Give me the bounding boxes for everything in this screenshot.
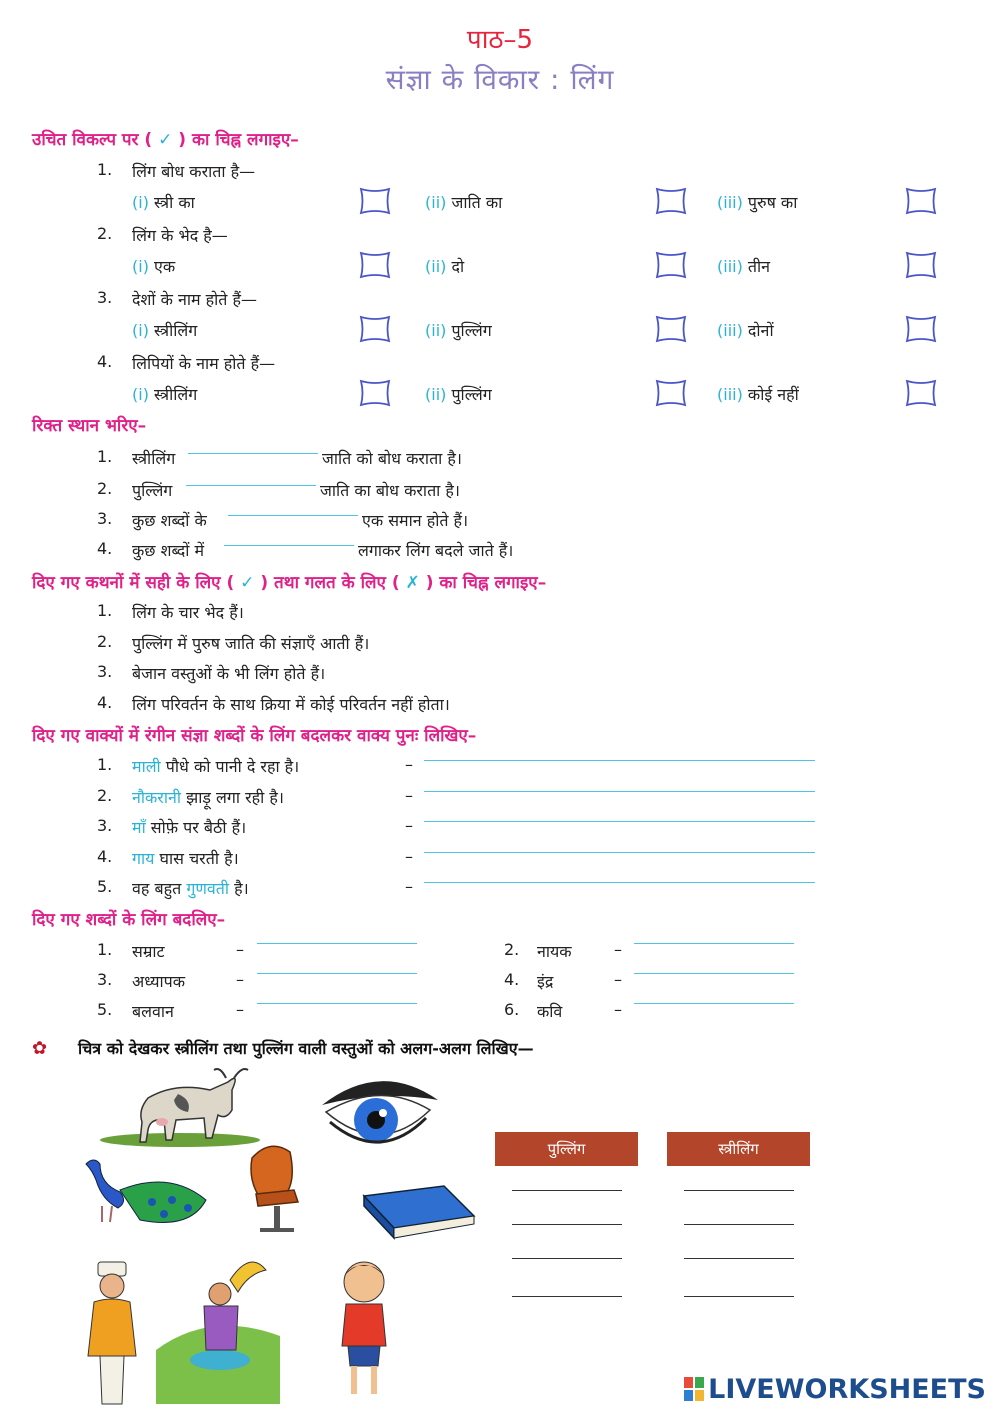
masculine-answer-line[interactable] — [512, 1224, 622, 1225]
option-label — [132, 255, 175, 277]
option-label — [425, 383, 492, 405]
option-text: पुल्लिंग — [451, 385, 492, 404]
word-number: 6. — [504, 1000, 520, 1019]
option-checkbox[interactable] — [358, 251, 392, 279]
option-label — [717, 255, 770, 277]
item-suffix-text: लगाकर लिंग बदले जाते हैं। — [358, 541, 514, 560]
word-number: 5. — [97, 1000, 113, 1019]
chair-illustration — [251, 1146, 298, 1230]
check-mark-icon: ✓ — [240, 573, 255, 593]
dash: – — [614, 970, 622, 989]
question-text: देशों के नाम होते हैं— — [132, 290, 257, 309]
word-text: सम्राट — [132, 942, 165, 961]
option-text: एक — [154, 257, 176, 276]
option-label — [717, 319, 774, 341]
statement-number: 1. — [97, 601, 113, 620]
girl-illustration — [156, 1262, 280, 1404]
question-text: लिंग बोध कराता है— — [132, 162, 256, 181]
statement-number: 3. — [97, 662, 113, 681]
option-checkbox[interactable] — [904, 187, 938, 215]
word-text: कवि — [537, 1002, 563, 1021]
highlighted-noun: माँ — [132, 818, 146, 837]
sentence-post: घास चरती है। — [154, 849, 239, 868]
option-roman: (ii) — [425, 385, 447, 404]
blank-answer-line[interactable] — [188, 453, 318, 454]
option-label — [717, 191, 797, 213]
sentence-post: है। — [229, 879, 249, 898]
option-checkbox[interactable] — [654, 251, 688, 279]
option-checkbox[interactable] — [904, 315, 938, 343]
word-text: अध्यापक — [132, 972, 186, 991]
sentence-pre: वह बहुत — [132, 879, 187, 898]
flower-bullet-icon: ✿ — [32, 1038, 48, 1059]
answer-line[interactable] — [257, 943, 417, 944]
sentence-number: 5. — [97, 877, 113, 896]
section3-heading — [32, 570, 546, 593]
option-label — [132, 319, 197, 341]
liveworksheets-logo — [684, 1374, 986, 1405]
boy-illustration — [342, 1262, 386, 1394]
option-roman: (iii) — [717, 257, 743, 276]
feminine-answer-line[interactable] — [684, 1296, 794, 1297]
question-number: 3. — [97, 288, 113, 307]
dash: – — [405, 755, 413, 774]
blank-answer-line[interactable] — [228, 515, 358, 516]
option-label — [425, 255, 464, 277]
option-roman: (i) — [132, 385, 149, 404]
word-number: 2. — [504, 940, 520, 959]
option-label — [132, 191, 195, 213]
answer-line[interactable] — [424, 791, 815, 792]
dash: – — [614, 940, 622, 959]
word-text: बलवान — [132, 1002, 174, 1021]
statement-text: लिंग परिवर्तन के साथ क्रिया में कोई परिवर्तन नहीं होता। — [132, 695, 450, 714]
item-number: 3. — [97, 509, 113, 528]
question-number: 2. — [97, 224, 113, 243]
option-roman: (ii) — [425, 257, 447, 276]
option-text: कोई नहीं — [747, 385, 799, 404]
item-prefix-text: कुछ शब्दों के — [132, 511, 207, 530]
option-label — [717, 383, 799, 405]
answer-line[interactable] — [424, 882, 815, 883]
item-prefix-text: स्त्रीलिंग — [132, 449, 176, 468]
item-suffix-text: जाति को बोध कराता है। — [322, 449, 462, 468]
option-text: दो — [451, 257, 465, 276]
option-text: जाति का — [451, 193, 503, 212]
item-suffix-text: एक समान होते हैं। — [362, 511, 469, 530]
cross-mark-icon: ✗ — [405, 573, 420, 593]
word-number: 4. — [504, 970, 520, 989]
highlighted-noun: गाय — [132, 849, 155, 868]
option-text: पुल्लिंग — [451, 321, 492, 340]
column-header-masculine: पुल्लिंग — [495, 1132, 638, 1166]
blank-answer-line[interactable] — [224, 545, 354, 546]
section1-heading-pre: उचित विकल्प पर ( — [32, 130, 153, 150]
statement-text: बेजान वस्तुओं के भी लिंग होते हैं। — [132, 664, 326, 683]
item-number: 2. — [97, 479, 113, 498]
option-label — [425, 319, 492, 341]
item-prefix-text: कुछ शब्दों में — [132, 541, 205, 560]
question-number: 4. — [97, 352, 113, 371]
word-number: 3. — [97, 970, 113, 989]
highlighted-noun: गुणवती — [186, 879, 230, 898]
question-number: 1. — [97, 160, 113, 179]
option-roman: (i) — [132, 321, 149, 340]
highlighted-noun: माली — [132, 757, 161, 776]
question-text: लिपियों के नाम होते हैं— — [132, 354, 276, 373]
statement-number: 4. — [97, 693, 113, 712]
word-text: इंद्र — [537, 972, 554, 991]
option-text: स्त्री का — [154, 193, 195, 212]
answer-line[interactable] — [634, 1003, 794, 1004]
sentence-number: 1. — [97, 755, 113, 774]
option-roman: (ii) — [425, 193, 447, 212]
answer-line[interactable] — [424, 760, 815, 761]
sentence-text — [132, 847, 239, 869]
dash: – — [405, 877, 413, 896]
highlighted-noun: नौकरानी — [132, 788, 182, 807]
option-roman: (i) — [132, 193, 149, 212]
option-label — [132, 383, 197, 405]
option-text: स्त्रीलिंग — [154, 385, 198, 404]
feminine-answer-line[interactable] — [684, 1224, 794, 1225]
question-text: लिंग के भेद है— — [132, 226, 228, 245]
masculine-answer-line[interactable] — [512, 1190, 622, 1191]
dash: – — [236, 1000, 244, 1019]
dash: – — [236, 970, 244, 989]
option-checkbox[interactable] — [654, 187, 688, 215]
section3-heading-c: ) का चिह्न लगाइए– — [425, 573, 547, 593]
item-number: 4. — [97, 539, 113, 558]
option-roman: (iii) — [717, 193, 743, 212]
lesson-number: पाठ–5 — [466, 25, 534, 55]
option-roman: (i) — [132, 257, 149, 276]
section3-heading-a: दिए गए कथनों में सही के लिए ( — [32, 573, 235, 593]
option-text: पुरुष का — [747, 193, 798, 212]
answer-line[interactable] — [634, 943, 794, 944]
section3-heading-b: ) तथा गलत के लिए ( — [260, 573, 400, 593]
dash: – — [236, 940, 244, 959]
sentence-text — [132, 786, 284, 808]
illustrations — [80, 1060, 480, 1410]
peacock-illustration — [86, 1160, 206, 1223]
answer-line[interactable] — [424, 821, 815, 822]
section5-heading: दिए गए शब्दों के लिंग बदलिए– — [32, 910, 226, 930]
man-illustration — [88, 1262, 136, 1404]
section4-heading: दिए गए वाक्यों में रंगीन संज्ञा शब्दों के लिंग बदलकर वाक्य पुनः लिखिए– — [32, 726, 477, 746]
option-checkbox[interactable] — [654, 315, 688, 343]
feminine-answer-line[interactable] — [684, 1258, 794, 1259]
option-checkbox[interactable] — [358, 315, 392, 343]
answer-line[interactable] — [634, 973, 794, 974]
dash: – — [405, 816, 413, 835]
option-checkbox[interactable] — [904, 251, 938, 279]
section6-instruction: चित्र को देखकर स्त्रीलिंग तथा पुल्लिंग वाली वस्तुओं को अलग-अलग लिखिए— — [78, 1039, 534, 1058]
eye-illustration — [322, 1081, 438, 1142]
option-roman: (iii) — [717, 321, 743, 340]
option-checkbox[interactable] — [904, 379, 938, 407]
option-checkbox[interactable] — [358, 187, 392, 215]
word-number: 1. — [97, 940, 113, 959]
sentence-text — [132, 816, 246, 838]
statement-text: लिंग के चार भेद हैं। — [132, 603, 244, 622]
sentence-text — [132, 755, 299, 777]
masculine-answer-line[interactable] — [512, 1258, 622, 1259]
option-text: तीन — [747, 257, 771, 276]
option-label — [425, 191, 502, 213]
option-roman: (ii) — [425, 321, 447, 340]
section2-heading: रिक्त स्थान भरिए– — [32, 416, 147, 436]
option-roman: (iii) — [717, 385, 743, 404]
answer-line[interactable] — [257, 1003, 417, 1004]
sentence-number: 4. — [97, 847, 113, 866]
sentence-post: पौधे को पानी दे रहा है। — [160, 757, 300, 776]
page-title: संज्ञा के विकार : लिंग — [385, 63, 615, 96]
sentence-post: सोफ़े पर बैठी हैं। — [145, 818, 247, 837]
dash: – — [405, 786, 413, 805]
sentence-post: झाड़ू लगा रही है। — [181, 788, 284, 807]
answer-line[interactable] — [424, 852, 815, 853]
section1-heading-post: ) का चिह्न लगाइए– — [178, 130, 299, 150]
feminine-answer-line[interactable] — [684, 1190, 794, 1191]
logo-text: LIVEWORKSHEETS — [708, 1374, 986, 1405]
sentence-text — [132, 877, 249, 899]
cow-illustration — [100, 1069, 260, 1147]
column-header-feminine: स्त्रीलिंग — [667, 1132, 810, 1166]
masculine-answer-line[interactable] — [512, 1296, 622, 1297]
logo-mark-icon — [684, 1377, 704, 1401]
check-mark-icon: ✓ — [158, 130, 173, 150]
item-prefix-text: पुल्लिंग — [132, 481, 173, 500]
item-number: 1. — [97, 447, 113, 466]
word-text: नायक — [537, 942, 572, 961]
sentence-number: 2. — [97, 786, 113, 805]
blank-answer-line[interactable] — [186, 485, 316, 486]
sentence-number: 3. — [97, 816, 113, 835]
section1-heading — [32, 127, 299, 150]
dash: – — [405, 847, 413, 866]
dash: – — [614, 1000, 622, 1019]
statement-text: पुल्लिंग में पुरुष जाति की संज्ञाएँ आती हैं। — [132, 634, 370, 653]
option-text: दोनों — [747, 321, 774, 340]
option-checkbox[interactable] — [358, 379, 392, 407]
book-illustration — [364, 1186, 474, 1238]
item-suffix-text: जाति का बोध कराता है। — [320, 481, 460, 500]
statement-number: 2. — [97, 632, 113, 651]
option-text: स्त्रीलिंग — [154, 321, 198, 340]
option-checkbox[interactable] — [654, 379, 688, 407]
answer-line[interactable] — [257, 973, 417, 974]
